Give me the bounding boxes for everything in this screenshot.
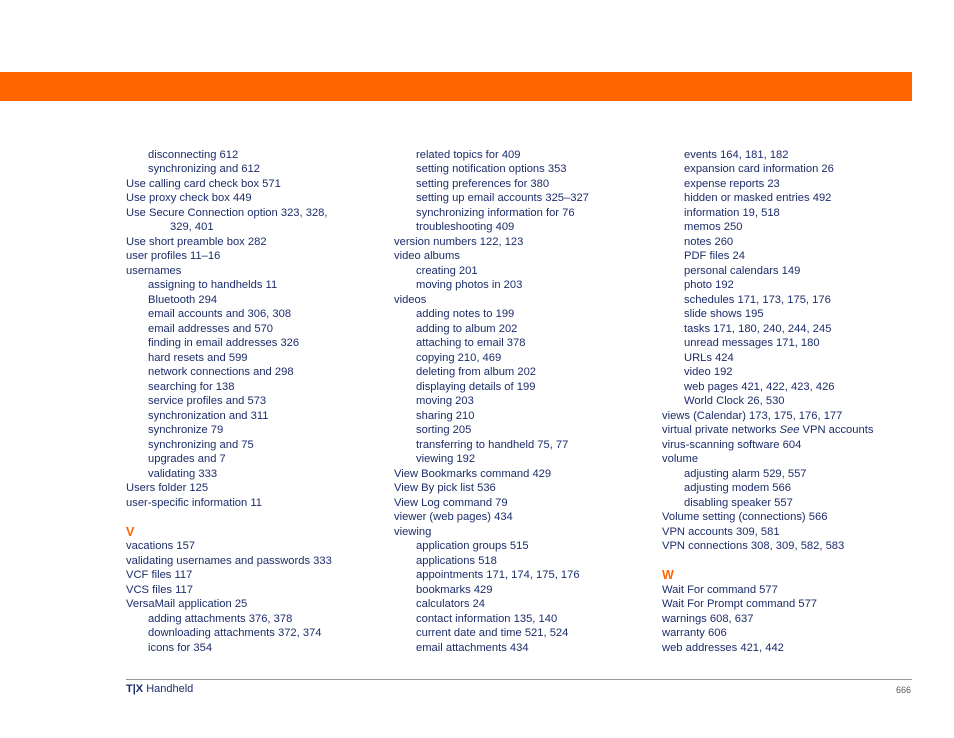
- index-column-2: [394, 148, 644, 656]
- index-entry: Use Secure Connection option 323, 328,: [126, 206, 328, 219]
- index-subentry: information 19, 518: [684, 206, 780, 219]
- cross-reference: See: [779, 424, 800, 436]
- index-subentry: setting notification options 353: [416, 163, 567, 175]
- index-entry: Wait For Prompt command 577: [662, 598, 818, 610]
- index-subentry: synchronizing and 75: [148, 438, 254, 451]
- index-entry: videos: [394, 293, 427, 306]
- index-entry: video albums: [394, 250, 460, 262]
- index-subentry: setting up email accounts 325–327: [416, 192, 589, 204]
- index-entry: user profiles 11–16: [126, 250, 221, 262]
- index-subentry: email addresses and 570: [148, 322, 274, 335]
- index-subentry: transferring to handheld 75, 77: [416, 438, 569, 451]
- section-gap: [662, 554, 922, 569]
- index-subentry: tasks 171, 180, 240, 244, 245: [684, 322, 832, 335]
- index-subentry: events 164, 181, 182: [684, 148, 789, 161]
- index-entry: VCS files 117: [126, 583, 193, 596]
- footer-title: [126, 683, 193, 696]
- index-subentry: troubleshooting 409: [416, 221, 515, 233]
- index-subentry: assigning to handhelds 11: [148, 279, 278, 291]
- index-subentry: synchronizing information for 76: [416, 206, 575, 219]
- index-entry: View By pick list 536: [394, 482, 496, 494]
- index-entry: volume: [662, 453, 699, 465]
- index-subentry: disabling speaker 557: [684, 496, 793, 509]
- index-subentry: sorting 205: [416, 424, 472, 436]
- index-entry: web addresses 421, 442: [662, 641, 784, 654]
- index-subentry: hard resets and 599: [148, 351, 248, 364]
- index-subentry: disconnecting 612: [148, 148, 239, 161]
- index-subentry: synchronization and 311: [148, 409, 269, 422]
- index-entry: Volume setting (connections) 566: [662, 511, 828, 523]
- index-subentry: synchronizing and 612: [148, 163, 260, 175]
- index-subentry: viewing 192: [416, 453, 476, 465]
- index-entry: warranty 606: [662, 627, 727, 639]
- index-subentry: service profiles and 573: [148, 395, 267, 407]
- footer-brand: T|X: [126, 683, 144, 695]
- index-entry-text: virtual private networks: [662, 424, 780, 436]
- index-subentry: appointments 171, 174, 175, 176: [416, 569, 580, 581]
- index-subentry: URLs 424: [684, 351, 734, 364]
- index-subentry: sharing 210: [416, 409, 475, 422]
- index-entry: VersaMail application 25: [126, 598, 248, 610]
- index-entry: viewing: [394, 525, 432, 538]
- index-entry: validating usernames and passwords 333: [126, 554, 332, 567]
- index-entry: Use short preamble box 282: [126, 235, 267, 248]
- index-entry: usernames: [126, 264, 182, 277]
- index-subentry: Bluetooth 294: [148, 293, 218, 306]
- section-heading: W: [662, 568, 674, 582]
- index-entry: Wait For command 577: [662, 583, 778, 596]
- index-subentry: adding to album 202: [416, 322, 518, 335]
- index-subentry: application groups 515: [416, 540, 529, 552]
- section-heading: V: [126, 524, 135, 539]
- index-entry: Use calling card check box 571: [126, 177, 281, 190]
- index-entry: warnings 608, 637: [662, 612, 754, 625]
- index-subentry: attaching to email 378: [416, 337, 526, 349]
- index-subentry: searching for 138: [148, 380, 235, 393]
- index-entry: [662, 423, 922, 438]
- index-subentry: web pages 421, 422, 423, 426: [684, 380, 835, 393]
- index-subentry: finding in email addresses 326: [148, 337, 300, 349]
- footer-product: Handheld: [143, 683, 194, 695]
- index-subentry: moving 203: [416, 395, 474, 407]
- index-subentry: adjusting modem 566: [684, 482, 791, 494]
- index-entry: View Bookmarks command 429: [394, 467, 552, 480]
- index-column-1: [126, 148, 376, 656]
- index-entry: VCF files 117: [126, 569, 193, 581]
- index-subentry: World Clock 26, 530: [684, 395, 785, 407]
- index-entry: vacations 157: [126, 540, 196, 552]
- index-subentry: adding notes to 199: [416, 308, 515, 320]
- index-entry: version numbers 122, 123: [394, 235, 524, 248]
- index-subentry: unread messages 171, 180: [684, 337, 820, 349]
- index-subentry: email attachments 434: [416, 641, 529, 654]
- index-entry: views (Calendar) 173, 175, 176, 177: [662, 409, 843, 422]
- index-subentry: expense reports 23: [684, 177, 780, 190]
- index-subentry: setting preferences for 380: [416, 177, 550, 190]
- index-subentry: deleting from album 202: [416, 366, 537, 378]
- index-subentry: related topics for 409: [416, 148, 521, 161]
- index-column-3: [662, 148, 922, 656]
- index-subentry: PDF files 24: [684, 250, 745, 262]
- index-subentry: personal calendars 149: [684, 264, 801, 277]
- section-gap: [126, 510, 376, 525]
- index-subentry: downloading attachments 372, 374: [148, 627, 322, 639]
- index-subentry: current date and time 521, 524: [416, 627, 569, 639]
- index-subentry: moving photos in 203: [416, 279, 523, 291]
- index-subentry: photo 192: [684, 279, 734, 291]
- index-subentry: upgrades and 7: [148, 453, 226, 465]
- index-subentry: displaying details of 199: [416, 380, 536, 393]
- index-subentry: creating 201: [416, 264, 478, 277]
- index-subentry: copying 210, 469: [416, 351, 502, 364]
- index-subentry: validating 333: [148, 467, 218, 480]
- index-subentry: synchronize 79: [148, 424, 224, 436]
- index-subentry: video 192: [684, 366, 733, 378]
- index-subentry: slide shows 195: [684, 308, 764, 320]
- index-entry: View Log command 79: [394, 496, 508, 509]
- index-entry: virus-scanning software 604: [662, 438, 802, 451]
- index-subentry: applications 518: [416, 554, 497, 567]
- header-bar: [0, 72, 912, 101]
- index-subentry: schedules 171, 173, 175, 176: [684, 293, 831, 306]
- index-subentry: 329, 401: [170, 221, 214, 233]
- index-entry: viewer (web pages) 434: [394, 511, 513, 523]
- index-subentry: contact information 135, 140: [416, 612, 558, 625]
- page-number: 666: [895, 685, 911, 695]
- index-entry: Use proxy check box 449: [126, 192, 252, 204]
- index-subentry: bookmarks 429: [416, 583, 493, 596]
- index-subentry: icons for 354: [148, 641, 213, 654]
- index-subentry: network connections and 298: [148, 366, 294, 378]
- index-subentry: adding attachments 376, 378: [148, 612, 293, 625]
- index-entry: user-specific information 11: [126, 496, 262, 509]
- index-entry-text: VPN accounts: [799, 424, 874, 436]
- index-subentry: email accounts and 306, 308: [148, 308, 292, 320]
- index-subentry: memos 250: [684, 221, 743, 233]
- index-subentry: calculators 24: [416, 598, 486, 610]
- index-subentry: hidden or masked entries 492: [684, 192, 832, 204]
- index-entry: Users folder 125: [126, 482, 209, 494]
- index-subentry: notes 260: [684, 235, 734, 248]
- index-subentry: expansion card information 26: [684, 163, 834, 175]
- index-subentry: adjusting alarm 529, 557: [684, 467, 807, 480]
- index-entry: VPN accounts 309, 581: [662, 525, 780, 538]
- footer-divider: [126, 679, 912, 680]
- index-entry: VPN connections 308, 309, 582, 583: [662, 540, 845, 552]
